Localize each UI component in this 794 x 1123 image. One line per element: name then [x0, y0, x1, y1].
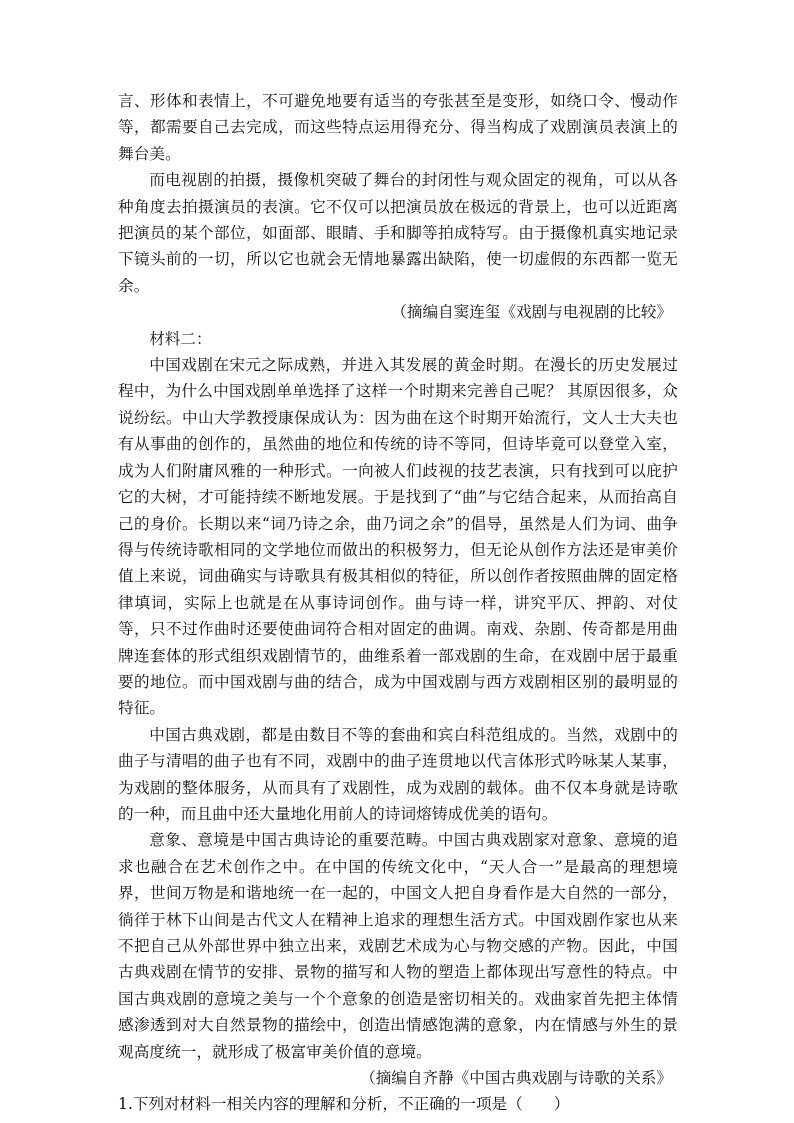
paragraph-material2-3: 意象、意境是中国古典诗论的重要范畴。中国古典戏剧家对意象、意境的追求也融合在艺术创作之中。在中国的传统文化中，“天人合一”是最高的理想境界，世间万物是和谐地统一在一起的，中国文人把自身看作是大自然的一部分，徜徉于林下山间是古代文人在精神上追求的理想生活方式。中国戏剧作家也从来不把自己从外部世界中独立出来，戏剧艺术成为心与物交感的产物。因此，中国古典戏剧在情节的安排、景物的描写和人物的塑造上都体现出写意性的特点。中国古典戏剧的意境之美与一个个意象的创造是密切相关的。戏曲家首先把主体情感渗透到对大自然景物的描绘中，创造出情感饱满的意象，内在情感与外生的景观高度统一，就形成了极富审美价值的意境。	[118, 831, 678, 1061]
document-page	[118, 88, 678, 1118]
paragraph-material2-2: 中国古典戏剧，都是由数目不等的套曲和宾白科范组成的。当然，戏剧中的曲子与清唱的曲子也有不同，戏剧中的曲子连贯地以代言体形式吟咏某人某事，为戏剧的整体服务，从而具有了戏剧性，成为戏剧的载体。曲不仅本身就是诗歌的一种，而且曲中还大量地化用前人的诗词熔铸成优美的语句。	[118, 725, 678, 823]
source-citation-2: （摘编自齐静《中国古典戏剧与诗歌的关系》	[360, 1069, 672, 1088]
paragraph-continued: 言、形体和表情上，不可避免地要有适当的夸张甚至是变形，如绕口令、慢动作等，都需要自己去完成，而这些特点运用得充分、得当构成了戏剧演员表演上的舞台美。	[118, 92, 678, 163]
source-citation-1: （摘编自窦连玺《戏剧与电视剧的比较》	[391, 303, 672, 322]
material-2-heading: 材料二：	[149, 329, 212, 348]
question-1: 1.下列对材料一相关内容的理解和分析，不正确的一项是（ ）	[118, 1095, 570, 1114]
paragraph-material2-1: 中国戏剧在宋元之际成熟，并进入其发展的黄金时期。在漫长的历史发展过程中，为什么中国戏剧单单选择了这样一个时期来完善自己呢？ 其原因很多，众说纷纭。中山大学教授康保成认为：因为曲在这个时期开始流行，文人士大夫也有从事曲的创作的，虽然曲的地位和传统的诗不等同，但诗毕竟可以登堂入室，成为人们附庸风雅的一种形式。一向被人们歧视的技艺表演，只有找到可以庇护它的大树，才可能持续不断地发展。于是找到了“曲”与它结合起来，从而抬高自己的身价。长期以来“词乃诗之余，曲乃词之余”的倡导，虽然是人们为词、曲争得与传统诗歌相同的文学地位而做出的积极努力，但无论从创作方法还是审美价值上来说，词曲确实与诗歌具有极其相似的特征，所以创作者按照曲牌的固定格律填词，实际上也就是在从事诗词创作。曲与诗一样，讲究平仄、押韵、对仗等，只不过作曲时还要使曲词符合相对固定的曲调。南戏、杂剧、传奇都是用曲牌连套体的形式组织戏剧情节的，曲维系着一部戏剧的生命，在戏剧中居于最重要的地位。而中国戏剧与曲的结合，成为中国戏剧与西方戏剧相区别的最明显的特征。	[118, 356, 678, 718]
paragraph-tv-drama: 而电视剧的拍摄，摄像机突破了舞台的封闭性与观众固定的视角，可以从各种角度去拍摄演员的表演。它不仅可以把演员放在极远的背景上，也可以近距离把演员的某个部位，如面部、眼睛、手和脚等拍成特写。由于摄像机真实地记录下镜头前的一切，所以它也就会无情地暴露出缺陷，使一切虚假的东西都一览无余。	[118, 171, 678, 295]
